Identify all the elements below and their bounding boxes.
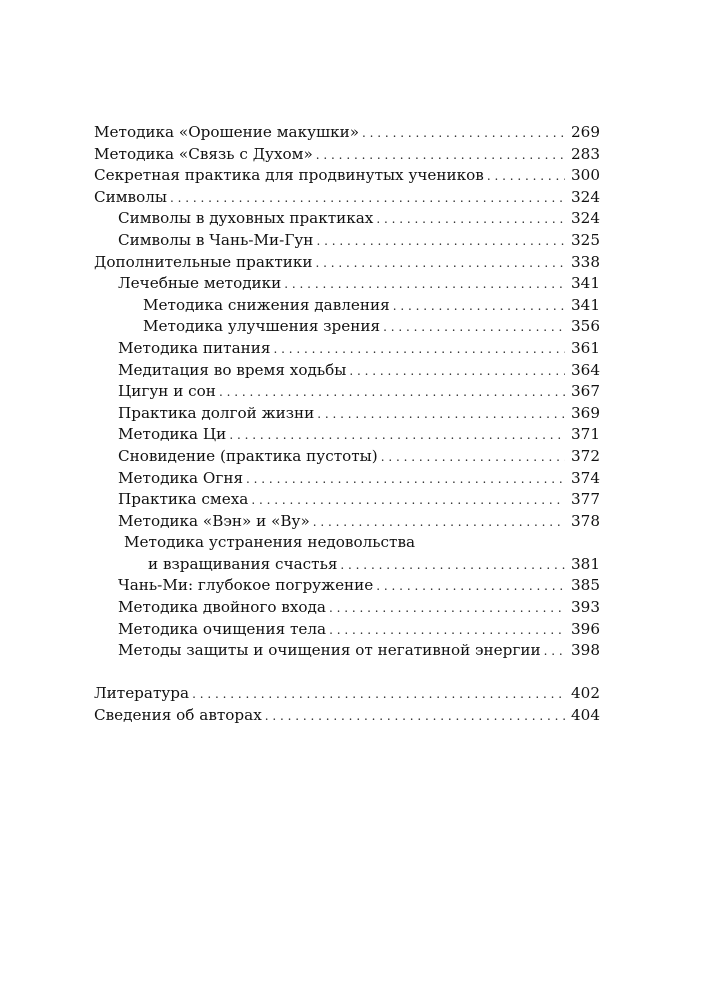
toc-entry-page: 393 <box>571 598 600 617</box>
toc-entry-page: 377 <box>571 490 600 509</box>
toc-entry <box>94 403 600 425</box>
dot-leader <box>362 123 565 145</box>
toc-entry-page: 341 <box>571 274 600 293</box>
dot-leader <box>329 598 565 620</box>
toc-entry-title: Сведения об авторах <box>94 706 262 725</box>
toc-entry <box>94 705 600 727</box>
toc-entry-title: Методика Огня <box>118 468 244 487</box>
dot-leader <box>383 317 565 339</box>
dot-leader <box>340 555 565 577</box>
dot-leader <box>376 576 565 598</box>
toc-entry <box>94 338 600 360</box>
dot-leader <box>316 145 565 167</box>
toc-entry <box>94 683 600 705</box>
toc-entry-title: Символы в духовных практиках <box>118 209 374 228</box>
dot-leader <box>219 382 565 404</box>
toc-entry-title: Символы <box>94 187 167 206</box>
toc-entry-title: Практика долгой жизни <box>118 403 315 422</box>
toc-entry-title: Методика двойного входа <box>118 598 326 617</box>
toc-entry-page: 356 <box>571 317 600 336</box>
toc-entry-page: 402 <box>571 684 600 703</box>
toc-entry <box>94 640 600 662</box>
toc-entry-page: 283 <box>571 144 600 163</box>
toc-entry-title: Методика улучшения зрения <box>143 317 381 336</box>
dot-leader <box>376 209 565 231</box>
toc-entry-title: Методика устранения недовольства <box>124 533 416 552</box>
toc-entry <box>94 575 600 597</box>
toc-entry-page: 374 <box>571 468 600 487</box>
toc-entry <box>94 619 600 641</box>
toc-entry-page: 325 <box>571 230 600 249</box>
toc-entry-page: 361 <box>571 338 600 357</box>
toc-entry <box>94 446 600 468</box>
dot-leader <box>487 166 565 188</box>
table-of-contents <box>94 122 600 727</box>
toc-entry <box>94 468 600 490</box>
toc-entry-title: Методика Ци <box>118 425 227 444</box>
toc-entry-title: Символы в Чань-Ми-Гун <box>118 230 314 249</box>
toc-entry-title: Сновидение (практика пустоты) <box>118 446 378 465</box>
dot-leader <box>544 641 565 663</box>
toc-entry-title: Литература <box>94 684 190 703</box>
dot-leader <box>316 253 565 275</box>
toc-entry-page: 324 <box>571 209 600 228</box>
toc-entry-page: 396 <box>571 619 600 638</box>
toc-entry-page: 381 <box>571 554 600 573</box>
toc-entry-page: 378 <box>571 511 600 530</box>
dot-leader <box>349 361 565 383</box>
section-gap <box>94 662 600 684</box>
dot-leader <box>381 447 565 469</box>
toc-entry-page: 364 <box>571 360 600 379</box>
toc-entry-title: Методика «Связь с Духом» <box>94 144 313 163</box>
toc-entry <box>94 252 600 274</box>
dot-leader <box>229 425 565 447</box>
dot-leader <box>329 620 565 642</box>
dot-leader <box>192 684 565 706</box>
dot-leader <box>251 490 565 512</box>
toc-entry-title: Чань-Ми: глубокое погружение <box>118 576 374 595</box>
toc-entry <box>94 144 600 166</box>
dot-leader <box>265 706 565 728</box>
toc-entry <box>94 532 600 554</box>
toc-entry <box>94 165 600 187</box>
toc-entry-title: Дополнительные практики <box>94 252 313 271</box>
toc-entry-page: 369 <box>571 403 600 422</box>
toc-entry-page: 404 <box>571 706 600 725</box>
toc-entry-page: 398 <box>571 641 600 660</box>
toc-entry <box>94 554 600 576</box>
toc-entry <box>94 489 600 511</box>
toc-entry-title: Методика «Орошение макушки» <box>94 123 360 141</box>
toc-entry <box>94 381 600 403</box>
toc-entry-title: Практика смеха <box>118 490 249 509</box>
dot-leader <box>273 339 565 361</box>
toc-entry-title: Методика очищения тела <box>118 619 327 638</box>
toc-entry-page: 269 <box>571 123 600 141</box>
toc-entry-page: 338 <box>571 252 600 271</box>
toc-entry-title: Цигун и сон <box>118 382 216 401</box>
toc-entry-title: и взращивания счастья <box>148 554 338 573</box>
dot-leader <box>317 404 565 426</box>
toc-entry-page: 300 <box>571 166 600 185</box>
toc-entry-page: 385 <box>571 576 600 595</box>
toc-entry-title: Методика питания <box>118 338 271 357</box>
toc-entry-page: 371 <box>571 425 600 444</box>
toc-entry-title: Медитация во время ходьбы <box>118 360 347 379</box>
toc-entry <box>94 360 600 382</box>
toc-entry <box>94 597 600 619</box>
toc-entry <box>94 187 600 209</box>
toc-entry <box>94 511 600 533</box>
dot-leader <box>284 274 565 296</box>
toc-entry-page: 341 <box>571 295 600 314</box>
toc-entry <box>94 295 600 317</box>
toc-entry <box>94 316 600 338</box>
dot-leader <box>393 296 565 318</box>
dot-leader <box>246 469 565 491</box>
toc-entry-page: 367 <box>571 382 600 401</box>
toc-entry <box>94 273 600 295</box>
toc-entry-title: Лечебные методики <box>118 274 282 293</box>
toc-entry-title: Методы защиты и очищения от негативной энергии <box>118 641 541 660</box>
toc-entry <box>94 424 600 446</box>
dot-leader <box>170 188 565 210</box>
dot-leader <box>313 512 565 534</box>
toc-entry <box>94 122 600 144</box>
toc-entry-title: Методика «Вэн» и «Ву» <box>118 511 310 530</box>
toc-entry-page: 372 <box>571 446 600 465</box>
toc-entry-title: Методика снижения давления <box>143 295 390 314</box>
toc-entry-page: 324 <box>571 187 600 206</box>
dot-leader <box>316 231 565 253</box>
toc-entry <box>94 208 600 230</box>
toc-entry-title: Секретная практика для продвинутых учеников <box>94 166 484 185</box>
toc-entry <box>94 230 600 252</box>
